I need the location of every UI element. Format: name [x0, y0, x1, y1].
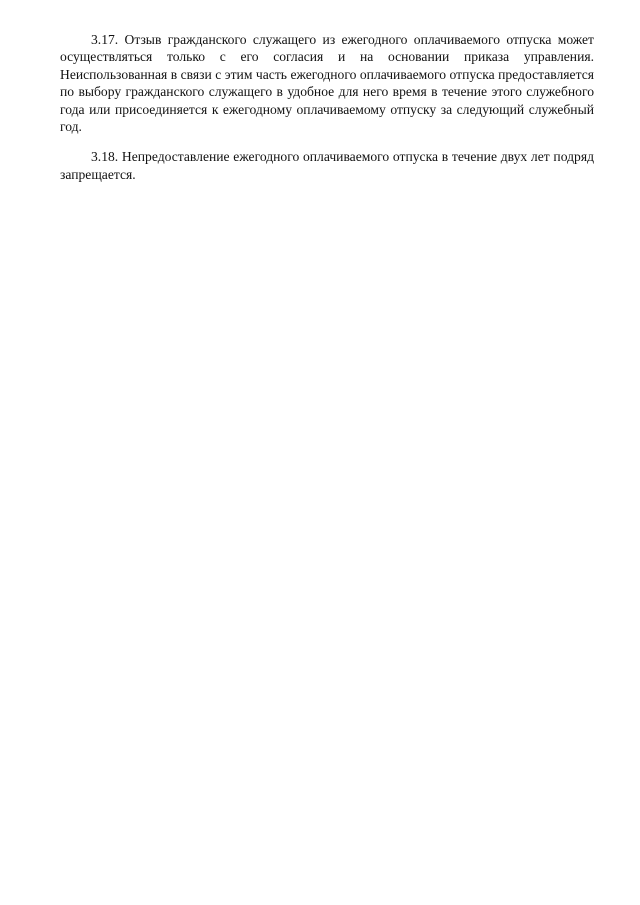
document-body — [60, 31, 594, 183]
paragraph-3-17: 3.17. Отзыв гражданского служащего из ежегодного оплачиваемого отпуска может осуществляться только с его согласия и на основании приказа управления. Неиспользованная в связи с этим часть ежегодного оплачиваемого отпуска предоставляется по выбору гражданского служащего в удобное для него время в течение этого служебного года или присоединяется к ежегодному оплачиваемому отпуску за следующий служебный год. — [60, 32, 594, 135]
paragraph-3-18: 3.18. Непредоставление ежегодного оплачиваемого отпуска в течение двух лет подряд запрещается. — [60, 149, 594, 182]
